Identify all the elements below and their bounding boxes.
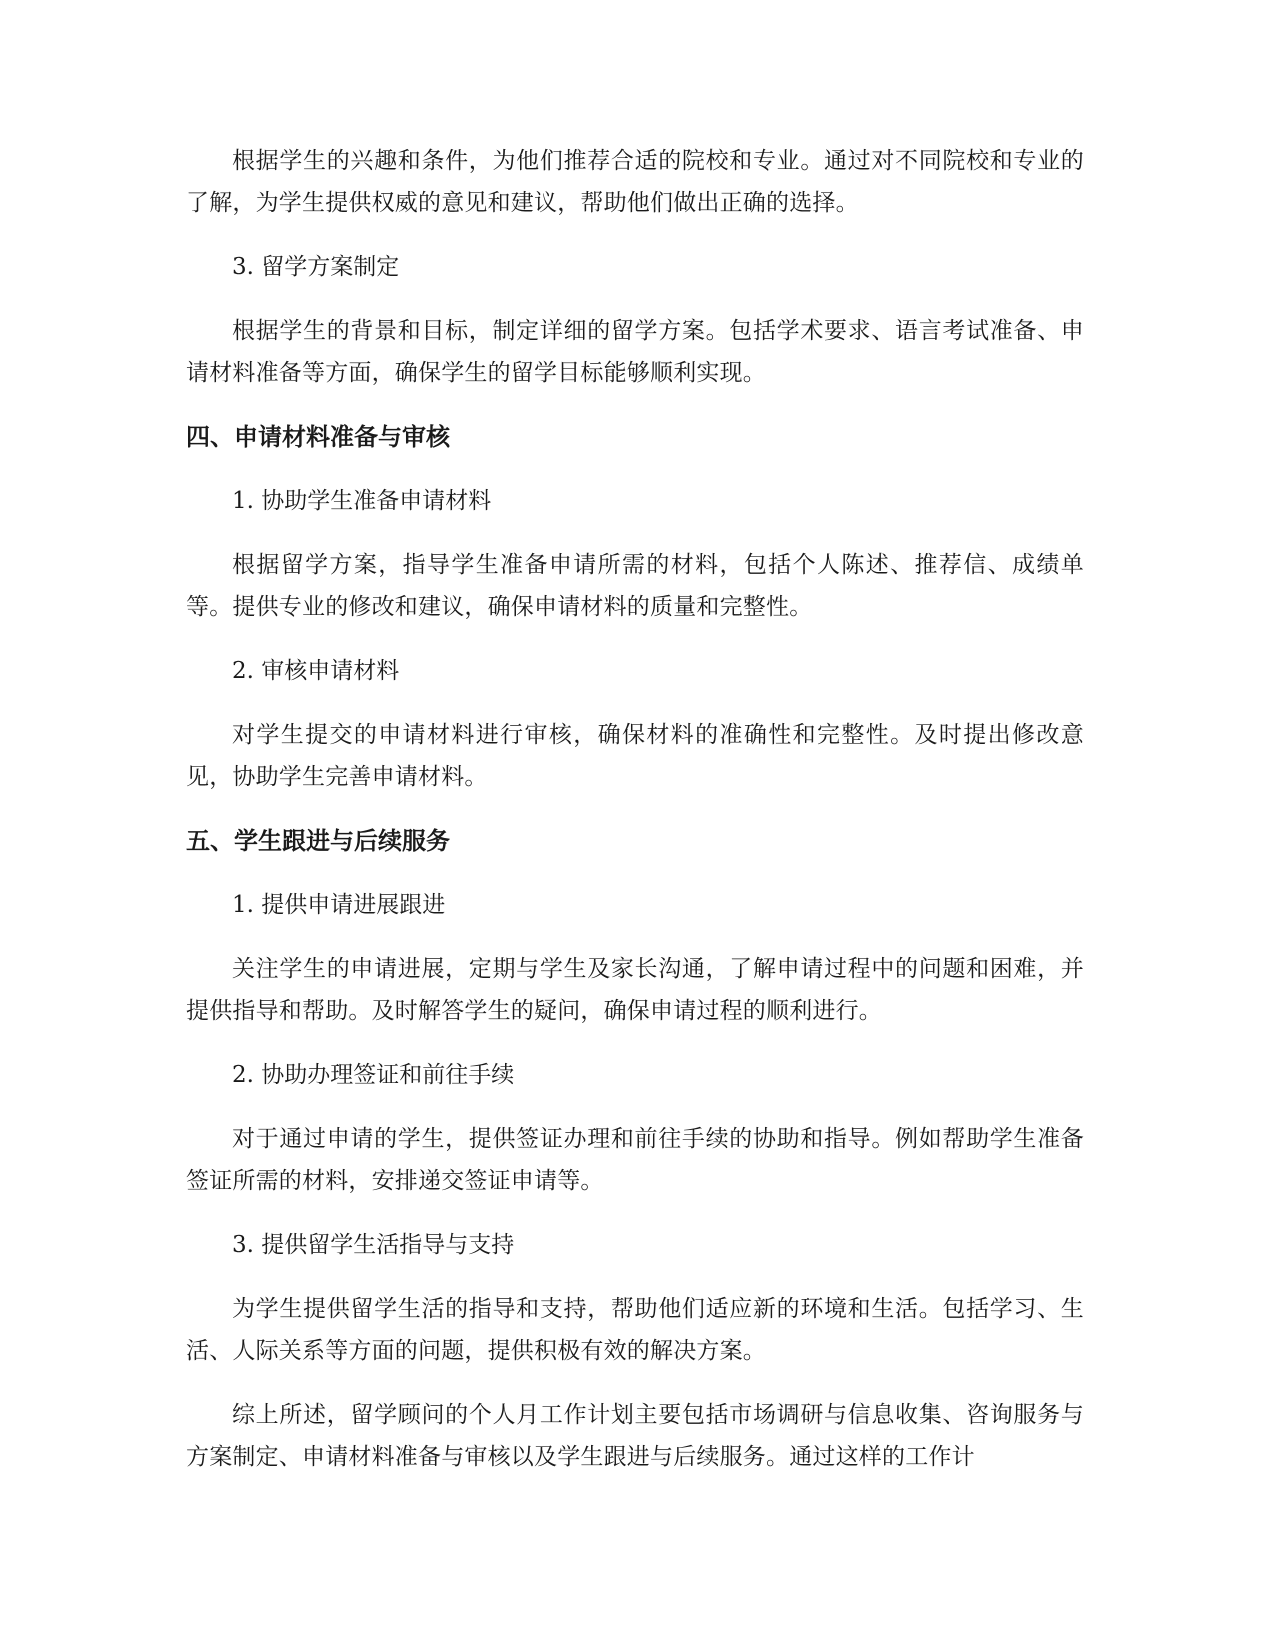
document-page — [186, 140, 1084, 1500]
section-heading: 四、申请材料准备与审核 — [186, 423, 450, 451]
paragraph: 根据学生的兴趣和条件，为他们推荐合适的院校和专业。通过对不同院校和专业的了解，为学生提供权威的意见和建议，帮助他们做出正确的选择。 — [186, 148, 1084, 216]
list-item: 2. 协助办理签证和前往手续 — [232, 1062, 515, 1088]
paragraph: 根据学生的背景和目标，制定详细的留学方案。包括学术要求、语言考试准备、申请材料准备等方面，确保学生的留学目标能够顺利实现。 — [186, 318, 1084, 386]
section-heading: 五、学生跟进与后续服务 — [186, 827, 450, 855]
paragraph: 根据留学方案，指导学生准备申请所需的材料，包括个人陈述、推荐信、成绩单等。提供专业的修改和建议，确保申请材料的质量和完整性。 — [186, 552, 1084, 620]
paragraph: 对学生提交的申请材料进行审核，确保材料的准确性和完整性。及时提出修改意见，协助学生完善申请材料。 — [186, 722, 1084, 790]
paragraph: 关注学生的申请进展，定期与学生及家长沟通，了解申请过程中的问题和困难，并提供指导和帮助。及时解答学生的疑问，确保申请过程的顺利进行。 — [186, 956, 1084, 1024]
list-item: 3. 留学方案制定 — [232, 254, 400, 280]
list-item: 2. 审核申请材料 — [232, 658, 400, 684]
list-item: 1. 协助学生准备申请材料 — [232, 488, 492, 514]
list-item: 3. 提供留学生活指导与支持 — [232, 1232, 515, 1258]
paragraph: 为学生提供留学生活的指导和支持，帮助他们适应新的环境和生活。包括学习、生活、人际关系等方面的问题，提供积极有效的解决方案。 — [186, 1296, 1084, 1364]
list-item: 1. 提供申请进展跟进 — [232, 892, 446, 918]
paragraph: 对于通过申请的学生，提供签证办理和前往手续的协助和指导。例如帮助学生准备签证所需的材料，安排递交签证申请等。 — [186, 1126, 1084, 1194]
paragraph: 综上所述，留学顾问的个人月工作计划主要包括市场调研与信息收集、咨询服务与方案制定、申请材料准备与审核以及学生跟进与后续服务。通过这样的工作计 — [186, 1402, 1084, 1470]
